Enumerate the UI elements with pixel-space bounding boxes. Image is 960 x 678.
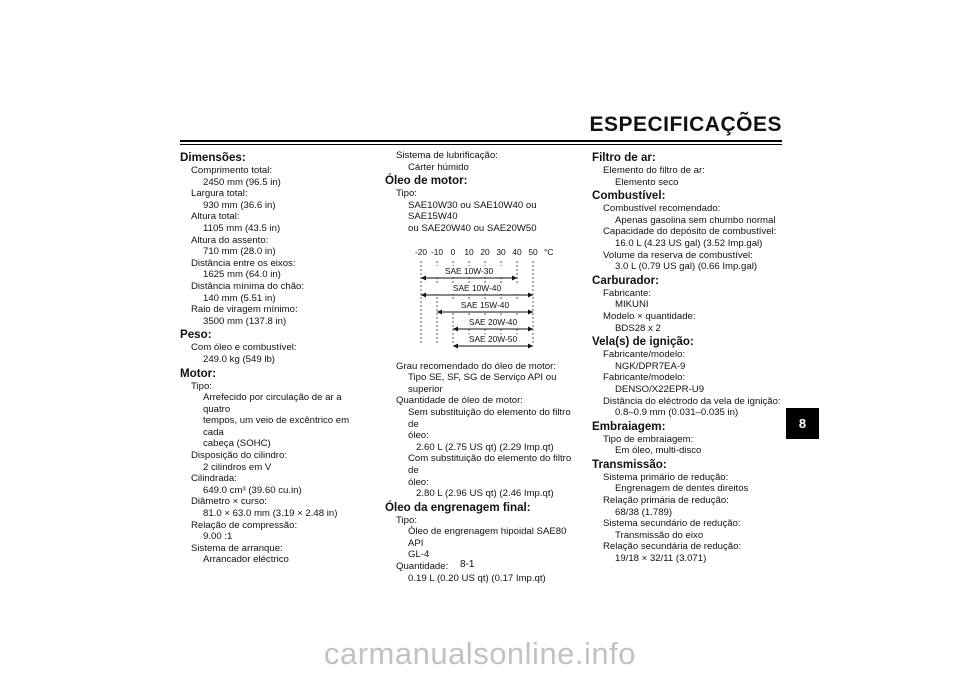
heading-combustivel: Combustível:: [592, 189, 666, 203]
temperature-tick-label: -20: [414, 246, 428, 257]
label-quantidade-oleo: Quantidade de óleo de motor:: [396, 395, 523, 407]
label-altura: Altura total:: [191, 211, 240, 223]
value-tipo-motor-2: tempos, um veio de excêntrico em cada: [203, 415, 350, 438]
oil-viscosity-chart: [385, 241, 583, 351]
value-tipo-motor-3: cabeça (SOHC): [203, 438, 271, 450]
grade-label: SAE 10W-40: [452, 282, 502, 293]
header-rule-thin: [180, 144, 782, 145]
value-cilindrada: 649.0 cm³ (39.60 cu.in): [203, 484, 302, 496]
label-reserva: Volume da reserva de combustível:: [603, 249, 753, 261]
grade-label: SAE 15W-40: [460, 299, 510, 310]
value-fabricante-vela-2: DENSO/X22EPR-U9: [615, 383, 705, 395]
label-sem-filtro-2: óleo:: [408, 430, 429, 442]
label-reducao-primaria-sistema: Sistema primário de redução:: [603, 471, 729, 483]
heading-filtro-ar: Filtro de ar:: [592, 151, 656, 164]
value-peso: 249.0 kg (549 lb): [203, 353, 275, 365]
heading-embraiagem: Embraiagem:: [592, 419, 666, 433]
grade-range-arrow-right: [528, 292, 533, 297]
temperature-tick-label: 40: [512, 246, 522, 257]
label-chao: Distância mínima do chão:: [191, 280, 305, 292]
value-lubrificacao: Cárter húmido: [408, 161, 469, 173]
grade-label: SAE 20W-50: [468, 333, 518, 344]
grade-label: SAE 20W-40: [468, 316, 518, 327]
label-fabricante-vela-1: Fabricante/modelo:: [603, 349, 686, 361]
label-capacidade: Capacidade do depósito de combustível:: [603, 226, 777, 238]
label-raio: Raio de viragem mínimo:: [191, 304, 298, 316]
heading-motor: Motor:: [180, 366, 217, 380]
value-filtro-ar: Elemento seco: [615, 176, 679, 188]
label-reducao-primaria-relacao: Relação primária de redução:: [603, 495, 729, 507]
label-fabricante-vela-2: Fabricante/modelo:: [603, 372, 686, 384]
value-com-filtro: 2.80 L (2.96 US qt) (2.46 Imp.qt): [416, 488, 554, 500]
value-eixos: 1625 mm (64.0 in): [203, 269, 281, 281]
grade-range-arrow-right: [512, 275, 517, 280]
value-tipo-motor-1: Arrefecido por circulação de ar a quatro: [203, 392, 342, 415]
label-disposicao: Disposição do cilindro:: [191, 450, 287, 462]
value-embraiagem: Em óleo, multi-disco: [615, 445, 702, 457]
label-assento: Altura do assento:: [191, 234, 269, 246]
heading-dimensoes: Dimensões:: [180, 151, 246, 164]
value-comprimento: 2450 mm (96.5 in): [203, 176, 281, 188]
grade-range-arrow-right: [528, 343, 533, 348]
value-tipo-oleo-2: ou SAE20W40 ou SAE20W50: [408, 222, 537, 234]
column-oil: [385, 150, 583, 584]
value-distancia-electrodo: 0.8–0.9 mm (0.031–0.035 in): [615, 407, 739, 419]
header-rule: [180, 140, 782, 142]
label-diametro: Diâmetro × curso:: [191, 496, 267, 508]
label-grau: Grau recomendado do óleo de motor:: [396, 360, 556, 372]
label-tipo-engrenagem: Tipo:: [396, 514, 417, 526]
label-cilindrada: Cilindrada:: [191, 473, 237, 485]
value-tipo-engrenagem-1: Óleo de engrenagem hipoidal SAE80 API: [408, 526, 567, 549]
heading-oleo-engrenagem: Óleo da engrenagem final:: [385, 500, 531, 514]
value-tipo-oleo-1: SAE10W30 ou SAE10W40 ou SAE15W40: [408, 199, 537, 223]
grade-range-arrow-left: [453, 326, 458, 331]
value-diametro: 81.0 × 63.0 mm (3.19 × 2.48 in): [203, 508, 338, 520]
page-title: ESPECIFICAÇÕES: [589, 113, 782, 136]
temperature-tick-label: 0: [450, 246, 456, 257]
value-fabricante-vela-1: NGK/DPR7EA-9: [615, 360, 686, 372]
section-tab[interactable]: 8: [786, 408, 819, 439]
label-fabricante-carb: Fabricante:: [603, 287, 651, 299]
temperature-unit: °C: [544, 246, 554, 257]
value-largura: 930 mm (36.6 in): [203, 199, 276, 211]
heading-transmissao: Transmissão:: [592, 457, 667, 471]
temperature-tick-label: 50: [528, 246, 538, 257]
label-com-filtro-2: óleo:: [408, 476, 429, 488]
grade-range-arrow-right: [528, 309, 533, 314]
label-com-filtro-1: Com substituição do elemento do filtro de: [408, 453, 572, 476]
label-largura: Largura total:: [191, 188, 248, 200]
column-dimensions-motor: [180, 150, 370, 566]
label-peso: Com óleo e combustível:: [191, 342, 297, 354]
heading-peso: Peso:: [180, 328, 212, 342]
label-arranque: Sistema de arranque:: [191, 542, 283, 554]
label-modelo-carb: Modelo × quantidade:: [603, 310, 696, 322]
value-chao: 140 mm (5.51 in): [203, 292, 276, 304]
label-sem-filtro-1: Sem substituição do elemento do filtro de: [408, 406, 571, 430]
grade-range-arrow-right: [528, 326, 533, 331]
temperature-tick-label: 30: [496, 246, 506, 257]
value-disposicao: 2 cilindros em V: [203, 461, 272, 473]
value-altura: 1105 mm (43.5 in): [203, 222, 281, 234]
value-combustivel: Apenas gasolina sem chumbo normal: [615, 214, 776, 226]
heading-oleo-motor: Óleo de motor:: [385, 174, 468, 188]
label-embraiagem: Tipo de embraiagem:: [603, 433, 694, 445]
label-tipo-motor: Tipo:: [191, 380, 212, 392]
value-sem-filtro: 2.60 L (2.75 US qt) (2.29 Imp.qt): [416, 441, 554, 453]
grade-range-arrow-left: [437, 309, 442, 314]
value-reducao-primaria-relacao: 68/38 (1.789): [615, 506, 673, 518]
value-grau-1: Tipo SE, SF, SG de Serviço API ou: [408, 372, 557, 384]
value-assento: 710 mm (28.0 in): [203, 246, 276, 258]
value-reserva: 3.0 L (0.79 US gal) (0.66 Imp.gal): [615, 261, 758, 273]
value-raio: 3500 mm (137.8 in): [203, 315, 287, 327]
label-distancia-electrodo: Distância do eléctrodo da vela de ignição:: [603, 395, 781, 407]
page-number: 8-1: [460, 559, 475, 570]
label-tipo-oleo: Tipo:: [396, 188, 417, 200]
label-comprimento: Comprimento total:: [191, 165, 273, 176]
value-quantidade-engrenagem: 0.19 L (0.20 US qt) (0.17 Imp.qt): [408, 572, 546, 584]
temperature-tick-label: 20: [480, 246, 490, 257]
label-quantidade-engrenagem: Quantidade:: [396, 561, 449, 573]
value-tipo-engrenagem-2: GL-4: [408, 549, 430, 561]
label-compressao: Relação de compressão:: [191, 519, 298, 531]
value-reducao-primaria-sistema: Engrenagem de dentes direitos: [615, 483, 749, 495]
value-capacidade: 16.0 L (4.23 US gal) (3.52 Imp.gal): [615, 237, 763, 249]
value-arranque: Arrancador eléctrico: [203, 554, 289, 566]
grade-range-arrow-left: [421, 275, 426, 280]
value-reducao-secundaria-relacao: 19/18 × 32/11 (3.071): [615, 553, 707, 565]
label-combustivel: Combustível recomendado:: [603, 203, 721, 215]
temperature-tick-label: 10: [464, 246, 474, 257]
heading-velas: Vela(s) de ignição:: [592, 335, 694, 349]
temperature-tick-label: -10: [430, 246, 444, 257]
label-reducao-secundaria-relacao: Relação secundária de redução:: [603, 541, 742, 553]
value-modelo-carb: BDS28 x 2: [615, 322, 661, 334]
column-fuel-transmission: [592, 150, 782, 565]
heading-carburador: Carburador:: [592, 273, 659, 287]
value-fabricante-carb: MIKUNI: [615, 299, 649, 311]
grade-range-arrow-left: [421, 292, 426, 297]
label-filtro-ar: Elemento do filtro de ar:: [603, 165, 705, 176]
watermark: carmanualsonline.info: [323, 636, 637, 671]
label-eixos: Distância entre os eixos:: [191, 257, 296, 269]
grade-range-arrow-left: [453, 343, 458, 348]
value-reducao-secundaria-sistema: Transmissão do eixo: [615, 529, 704, 541]
label-reducao-secundaria-sistema: Sistema secundário de redução:: [603, 518, 741, 530]
label-lubrificacao: Sistema de lubrificação:: [396, 150, 498, 161]
value-compressao: 9.00 :1: [203, 531, 233, 543]
oil-viscosity-svg: [385, 241, 583, 351]
value-grau-2: superior: [408, 383, 443, 395]
grade-label: SAE 10W-30: [444, 265, 494, 276]
